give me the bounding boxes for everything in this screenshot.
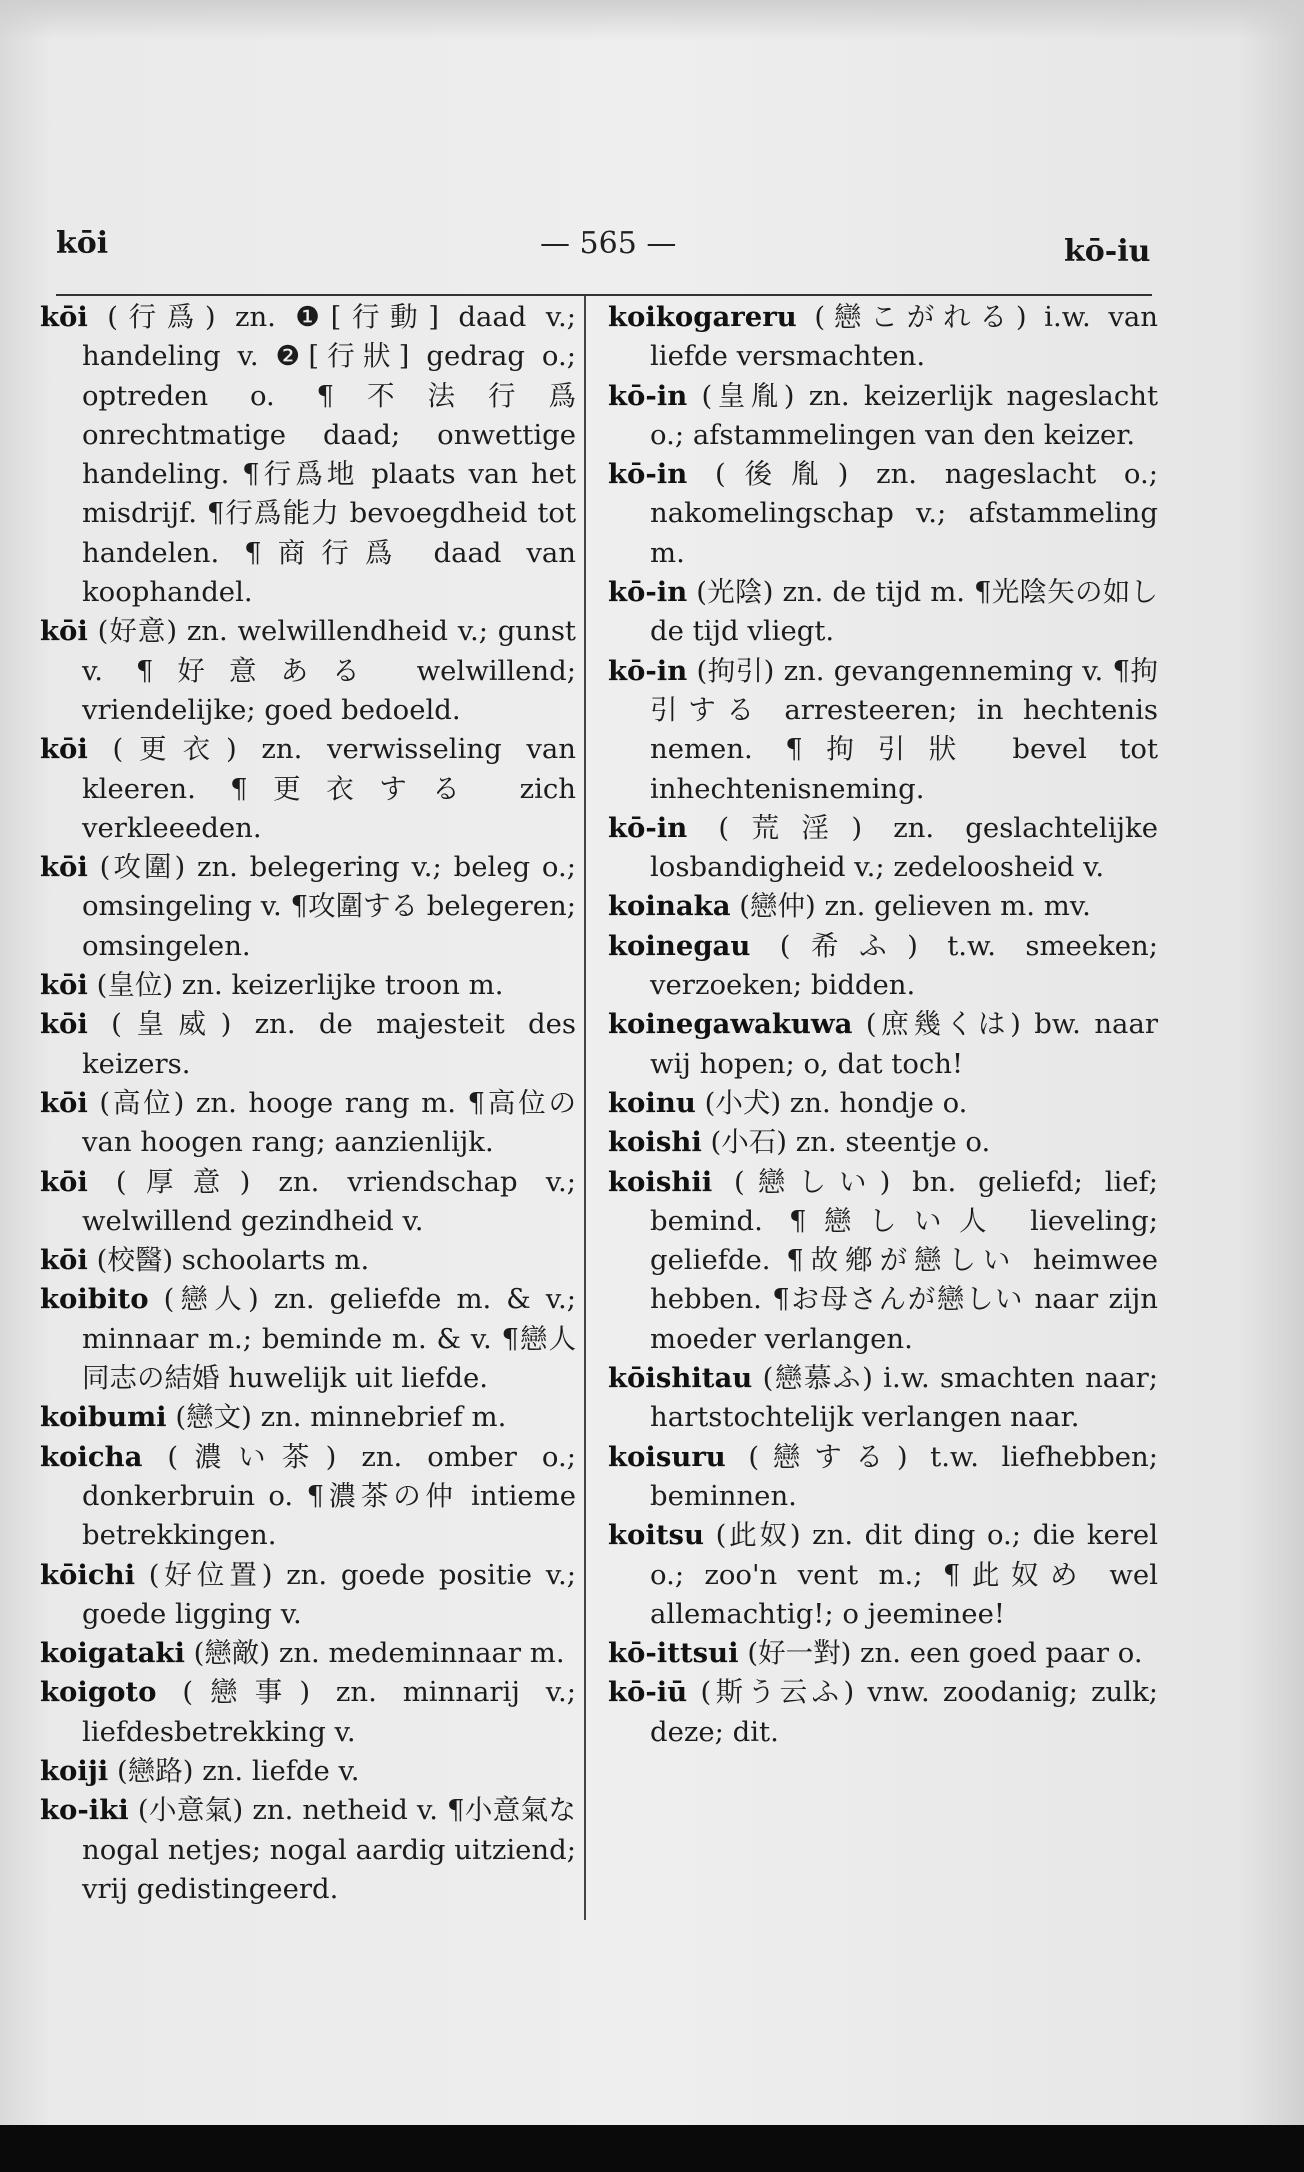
headword: koisuru: [608, 1440, 726, 1473]
definition: (皇胤) zn. keizerlijk nageslacht o.; afstammelingen van den keizer.: [650, 379, 1158, 451]
dictionary-entry: [608, 298, 1158, 377]
dictionary-entry: [40, 1556, 576, 1635]
dictionary-entry: [40, 1673, 576, 1752]
column-divider: [584, 296, 586, 1920]
dictionary-entry: [40, 298, 576, 612]
definition: (戀路) zn. liefde v.: [108, 1754, 360, 1787]
headword: koigoto: [40, 1676, 157, 1709]
dictionary-entry: [40, 1438, 576, 1556]
dictionary-entry: [608, 1438, 1158, 1517]
dictionary-entry: [608, 927, 1158, 1006]
guide-word-right: kō-iu: [1064, 234, 1151, 269]
headword: kō-in: [608, 654, 688, 687]
dictionary-entry: [608, 455, 1158, 573]
headword: koinegau: [608, 929, 751, 962]
header-rule: [56, 294, 1152, 296]
dictionary-entry: [608, 1163, 1158, 1359]
definition: (戀敵) zn. medeminnaar m.: [184, 1637, 565, 1670]
definition: (後胤) zn. nageslacht o.; nakomelingschap v.; afstammeling m.: [650, 458, 1158, 569]
page-number: — 565 —: [540, 226, 677, 261]
headword: koibito: [40, 1283, 149, 1316]
dictionary-entry: [608, 809, 1158, 888]
definition: (好意) zn. welwillendheid v.; gunst v. ¶好意ある welwillend; vriendelijke; goed bedoeld.: [82, 615, 576, 726]
dictionary-entry: [40, 1280, 576, 1398]
headword: kōi: [40, 851, 88, 884]
dictionary-entry: [40, 848, 576, 966]
headword: koinegawakuwa: [608, 1008, 853, 1041]
right-column: [608, 298, 1158, 1752]
headword: kōi: [40, 969, 88, 1002]
headword: kōishitau: [608, 1362, 753, 1395]
dictionary-entry: [40, 612, 576, 730]
dictionary-entry: [608, 1005, 1158, 1084]
headword: koiji: [40, 1754, 109, 1787]
definition: (光陰) zn. de tijd m. ¶光陰矢の如し de tijd vliegt.: [650, 576, 1158, 648]
dictionary-entry: [40, 1163, 576, 1242]
headword: koikogareru: [608, 301, 797, 333]
definition: (小犬) zn. hondje o.: [695, 1086, 968, 1119]
definition: (戀事) zn. minnarij v.; liefdesbetrekking v.: [82, 1676, 576, 1748]
definition: (此奴) zn. dit ding o.; die kerel o.; zoo'n vent m.; ¶此奴め wel allemachtig!; o jeeminee!: [650, 1519, 1158, 1630]
definition: (戀文) zn. minnebrief m.: [166, 1401, 507, 1434]
dictionary-entry: [40, 1791, 576, 1909]
dictionary-entry: [608, 1634, 1158, 1673]
headword: koicha: [40, 1440, 143, 1473]
headword: kō-in: [608, 379, 688, 412]
definition: (校醫) schoolarts m.: [87, 1244, 370, 1277]
dictionary-entry: [608, 1123, 1158, 1162]
definition: (濃い茶) zn. omber o.; donkerbruin o. ¶濃茶の仲 intieme betrekkingen.: [82, 1440, 576, 1552]
headword: koinu: [608, 1086, 696, 1119]
definition: (拘引) zn. gevangenneming v. ¶拘引する arresteeren; in hechtenis nemen. ¶拘引狀 bevel tot inhechtenisneming.: [650, 654, 1158, 805]
headword: kōi: [40, 1008, 88, 1041]
page-top-shadow: [0, 0, 1304, 40]
definition: (希ふ) t.w. smeeken; verzoeken; bidden.: [650, 929, 1158, 1002]
definition: (行爲) zn. ❶[行動] daad v.; handeling v. ❷[行狀] gedrag o.; optreden o. ¶不法行爲 onrechtmatige daad; onwettige handeling. ¶行爲地 plaats van het misdrijf. ¶行爲能力 bevoegdheid tot handelen. ¶商行爲 daad van koophandel.: [82, 301, 576, 609]
dictionary-entry: [40, 1084, 576, 1163]
headword: koitsu: [608, 1519, 705, 1552]
dictionary-entry: [608, 1516, 1158, 1634]
headword: koishii: [608, 1165, 713, 1198]
dictionary-entry: [40, 1241, 576, 1280]
definition: (厚意) zn. vriendschap v.; welwillend gezindheid v.: [82, 1165, 576, 1237]
definition: (戀こがれる) i.w. van liefde versmachten.: [650, 301, 1158, 373]
definition: (斯う云ふ) vnw. zoodanig; zulk; deze; dit.: [650, 1676, 1158, 1748]
headword: koishi: [608, 1126, 702, 1159]
dictionary-entry: [40, 1752, 576, 1791]
dictionary-entry: [608, 573, 1158, 652]
definition: (高位) zn. hooge rang m. ¶高位の van hoogen rang; aanzienlijk.: [82, 1086, 576, 1159]
dictionary-entry: [608, 1673, 1158, 1752]
dictionary-entry: [608, 652, 1158, 809]
definition: (戀慕ふ) i.w. smachten naar; hartstochtelijk verlangen naar.: [650, 1362, 1158, 1434]
definition: (皇威) zn. de majesteit des keizers.: [82, 1008, 576, 1080]
definition: (戀仲) zn. gelieven m. mv.: [730, 890, 1091, 923]
page-bottom-edge: [0, 2125, 1304, 2172]
headword: kō-ittsui: [608, 1637, 739, 1670]
definition: (好一對) zn. een goed paar o.: [738, 1637, 1143, 1670]
dictionary-entry: [40, 1634, 576, 1673]
definition: (好位置) zn. goede positie v.; goede ligging v.: [82, 1558, 576, 1630]
headword: kō-in: [608, 811, 688, 844]
dictionary-entry: [608, 1084, 1158, 1123]
left-column: [40, 298, 576, 1909]
definition: (攻圍) zn. belegering v.; beleg o.; omsingeling v. ¶攻圍する belegeren; omsingelen.: [82, 851, 576, 962]
definition: (戀する) t.w. liefhebben; beminnen.: [650, 1440, 1158, 1512]
headword: koinaka: [608, 890, 731, 923]
dictionary-entry: [608, 377, 1158, 456]
definition: (皇位) zn. keizerlijke troon m.: [87, 969, 504, 1002]
dictionary-entry: [608, 1359, 1158, 1438]
headword: kōi: [40, 733, 88, 766]
headword: kōi: [40, 615, 88, 648]
headword: kōi: [40, 1244, 88, 1277]
definition: (戀しい) bn. geliefd; lief; bemind. ¶戀しい人 lieveling; geliefde. ¶故鄕が戀しい heimwee hebben. ¶お母さんが戀しい naar zijn moeder verlangen.: [650, 1165, 1158, 1355]
definition: (更衣) zn. verwisseling van kleeren. ¶更衣する zich verkleeeden.: [82, 733, 576, 844]
headword: ko-iki: [40, 1794, 129, 1827]
headword: koigataki: [40, 1637, 185, 1670]
headword: kōi: [40, 301, 88, 333]
definition: (荒淫) zn. geslachtelijke losbandigheid v.; zedeloosheid v.: [650, 811, 1158, 884]
definition: (戀人) zn. geliefde m. & v.; minnaar m.; beminde m. & v. ¶戀人同志の結婚 huwelijk uit liefde.: [82, 1283, 576, 1395]
dictionary-entry: [40, 966, 576, 1005]
headword: kōichi: [40, 1558, 136, 1591]
dictionary-entry: [608, 887, 1158, 926]
dictionary-entry: [40, 1005, 576, 1084]
definition: (庶幾くは) bw. naar wij hopen; o, dat toch!: [650, 1008, 1158, 1080]
headword: kō-iū: [608, 1676, 688, 1709]
dictionary-entry: [40, 1398, 576, 1437]
definition: (小石) zn. steentje o.: [701, 1126, 991, 1159]
definition: (小意氣) zn. netheid v. ¶小意氣な nogal netjes; nogal aardig uitziend; vrij gedistingeerd.: [82, 1794, 576, 1905]
headword: kōi: [40, 1086, 88, 1119]
guide-word-left: kōi: [56, 226, 109, 261]
dictionary-entry: [40, 730, 576, 848]
headword: kō-in: [608, 576, 688, 609]
headword: kōi: [40, 1165, 88, 1198]
headword: koibumi: [40, 1401, 167, 1434]
headword: kō-in: [608, 458, 688, 491]
